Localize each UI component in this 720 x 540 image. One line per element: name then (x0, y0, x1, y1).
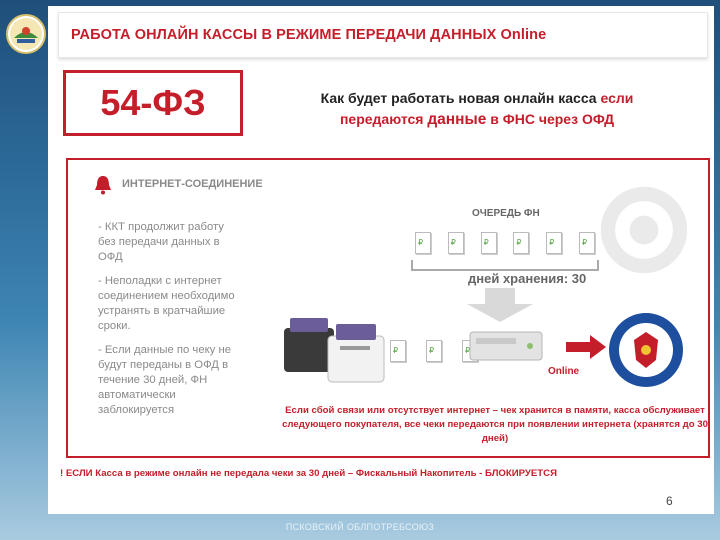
tax-service-emblem-icon (606, 310, 686, 390)
days-label: дней хранения: 30 (468, 271, 587, 286)
down-arrow-icon (455, 288, 545, 324)
headline-part3: передаются (339, 111, 424, 127)
receipt-icon (390, 340, 406, 362)
receipt-icon (448, 232, 464, 254)
bullet-item: - ККТ продолжит работу без передачи данных в ОФД (98, 221, 224, 263)
receipt-icon (513, 232, 529, 254)
headline-part4: данные (427, 111, 487, 128)
printer-icon (280, 306, 400, 386)
receipt-icon (426, 340, 442, 362)
footer (0, 514, 720, 540)
receipt-icon (481, 232, 497, 254)
headline (262, 88, 692, 130)
warning-text: ! ЕСЛИ Касса в режиме онлайн не передала чеки за 30 дней – Фискальный Накопитель - БЛОКИРУЕТСЯ (60, 468, 557, 479)
bullet-item: - Если данные по чеку не будут переданы в ОФД в течение 30 дней, ФН автоматически заблокируется (98, 344, 231, 416)
law-label: 54-ФЗ (100, 82, 206, 123)
headline-part5: в ФНС через ОФД (490, 111, 615, 127)
page-number: 6 (666, 494, 673, 508)
queue-title: ОЧЕРЕДЬ ФН (472, 208, 540, 219)
flow-receipts (390, 340, 478, 366)
footer-org: ПСКОВСКИЙ ОБЛПОТРЕБСОЮЗ (285, 522, 435, 532)
bullet-list (98, 220, 278, 427)
online-label: Online (548, 366, 580, 377)
arrow-icon (566, 335, 606, 359)
internet-section (92, 170, 282, 440)
receipt-icon (546, 232, 562, 254)
page-title: РАБОТА ОНЛАЙН КАССЫ В РЕЖИМЕ ПЕРЕДАЧИ ДАННЫХ Online (71, 27, 547, 43)
bullet-item: - Неполадки с интернет соединением необходимо устранять в кратчайшие сроки. (98, 275, 235, 332)
section-title: ИНТЕРНЕТ-СОЕДИНЕНИЕ (122, 178, 263, 190)
receipt-icon (579, 232, 595, 254)
law-box (63, 70, 243, 136)
server-icon (468, 326, 544, 364)
bell-icon (92, 174, 114, 196)
title-band (58, 12, 708, 58)
headline-part2: если (600, 90, 634, 106)
gear-icon (584, 170, 704, 290)
logo-emblem-icon (6, 14, 46, 54)
headline-part1: Как будет работать новая онлайн касса (320, 90, 597, 106)
receipt-icon (415, 232, 431, 254)
note-text: Если сбой связи или отсутствует интернет – чек хранится в памяти, касса обслуживает следующего покупателя, все чеки передаются при появлении интернета (хранятся до 30 дней) (282, 405, 708, 444)
